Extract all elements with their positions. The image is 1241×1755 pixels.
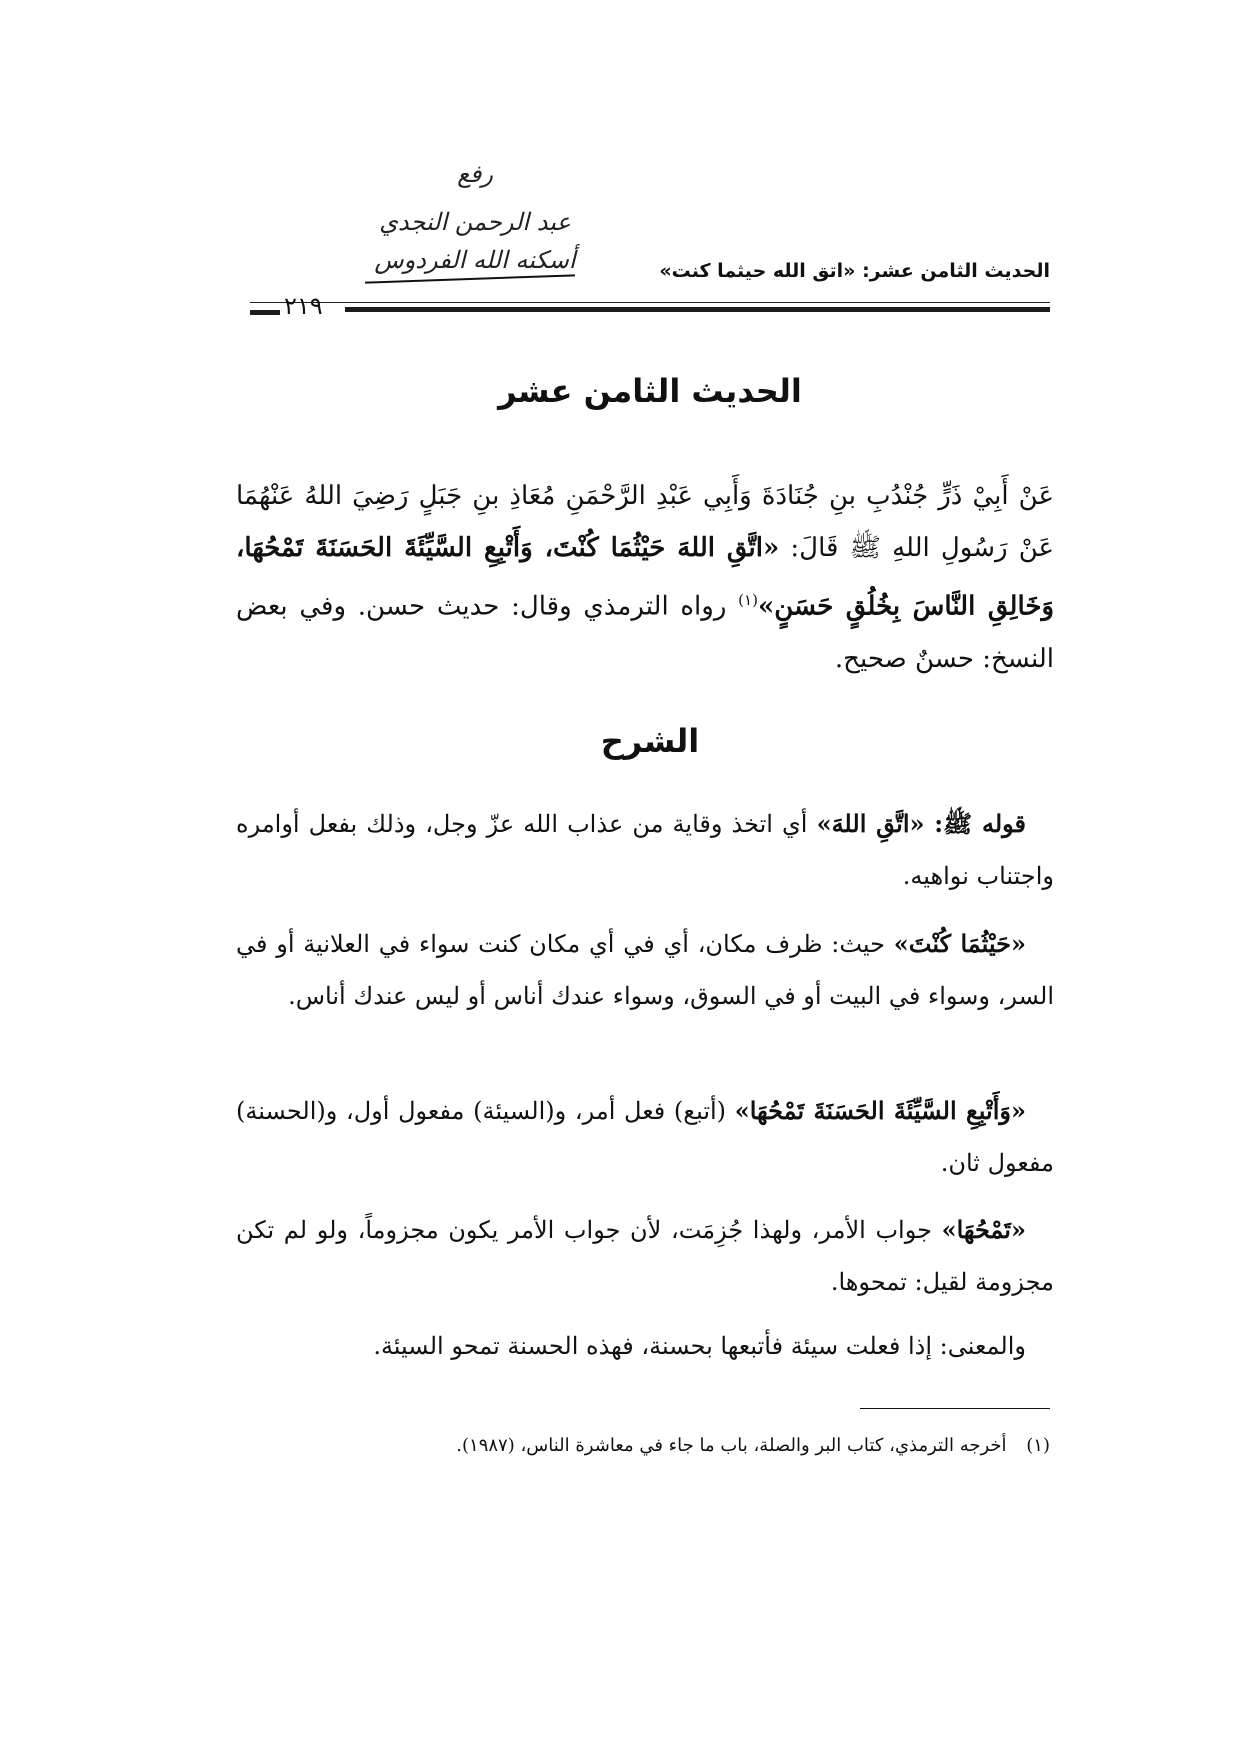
footnote-text: أخرجه الترمذي، كتاب البر والصلة، باب ما جاء في معاشرة الناس، (١٩٨٧). (456, 1435, 1007, 1456)
page-number: ٢١٩ (284, 292, 323, 320)
commentary-title: الشرح (600, 722, 700, 760)
footnote-number: (١) (1026, 1435, 1050, 1456)
hadith-source: رواه الترمذي وقال: حديث حسن. وفي بعض النسخ: حسنٌ صحيح. (236, 591, 1054, 674)
footnote-separator (860, 1408, 1050, 1409)
commentary-paragraph-4 (236, 1204, 1054, 1308)
hadith-quote: «اتَّقِ اللهَ حَيْثُمَا كُنْتَ، وَأَتْبِعِ السَّيِّئَةَ الحَسَنَةَ تَمْحُهَا، وَخَالِقِ النَّاسَ بِخُلُقٍ حَسَنٍ» (236, 533, 1055, 622)
stamp-line-3: أسكنه الله الفردوس (374, 246, 576, 274)
paragraph-keyword: قوله ﷺ: «اتَّقِ اللهَ» (816, 809, 1026, 838)
commentary-paragraph-2 (236, 918, 1054, 1022)
paragraph-text: حيث: ظرف مكان، أي في أي مكان كنت سواء في العلانية أو في السر، وسواء في البيت أو في السوق، وسواء عندك أناس أو ليس عندك أناس. (236, 930, 1054, 1010)
paragraph-keyword: «تَمْحُهَا» (941, 1215, 1026, 1244)
hadith-intro: عَنْ أَبِيْ ذَرٍّ جُنْدُبِ بنِ جُنَادَةَ وَأَبِي عَبْدِ الرَّحْمَنِ مُعَاذِ بنِ جَبَلٍ رَضِيَ اللهُ عَنْهُمَا عَنْ رَسُولِ اللهِ ﷺ قَالَ: (236, 481, 1054, 563)
page-header (250, 160, 1050, 330)
hadith-text (236, 470, 1054, 685)
commentary-paragraph-3 (236, 1085, 1054, 1189)
paragraph-text: (أتبع) فعل أمر، و(السيئة) مفعول أول، و(الحسنة) مفعول ثان. (236, 1097, 1054, 1177)
header-thin-rule (250, 302, 1050, 303)
stamp-line-2: عبد الرحمن النجدي (379, 208, 571, 236)
uploader-stamp (345, 160, 605, 295)
paragraph-keyword: «حَيْثُمَا كُنْتَ» (893, 929, 1027, 958)
header-thick-rule (345, 307, 1050, 312)
paragraph-text: جواب الأمر، ولهذا جُزِمَت، لأن جواب الأمر يكون مجزوماً، ولو لم تكن مجزومة لقيل: تمحوها. (236, 1216, 1054, 1296)
stamp-underline (365, 274, 575, 283)
paragraph-text: والمعنى: إذا فعلت سيئة فأتبعها بحسنة، فهذه الحسنة تمحو السيئة. (373, 1332, 1026, 1360)
stamp-line-1: رفع (457, 160, 493, 188)
commentary-paragraph-1 (236, 798, 1054, 902)
commentary-paragraph-5 (236, 1320, 1054, 1372)
paragraph-text: أي اتخذ وقاية من عذاب الله عزّ وجل، وذلك بفعل أوامره واجتناب نواهيه. (236, 810, 1054, 890)
page-number-bar (250, 310, 280, 315)
footnote-marker: (١) (738, 591, 758, 609)
paragraph-keyword: «وَأَتْبِعِ السَّيِّئَةَ الحَسَنَةَ تَمْحُهَا» (734, 1096, 1026, 1125)
hadith-title: الحديث الثامن عشر (498, 372, 802, 410)
footnote (300, 1435, 1050, 1456)
running-title: الحديث الثامن عشر: «اتق الله حيثما كنت» (659, 260, 1050, 282)
